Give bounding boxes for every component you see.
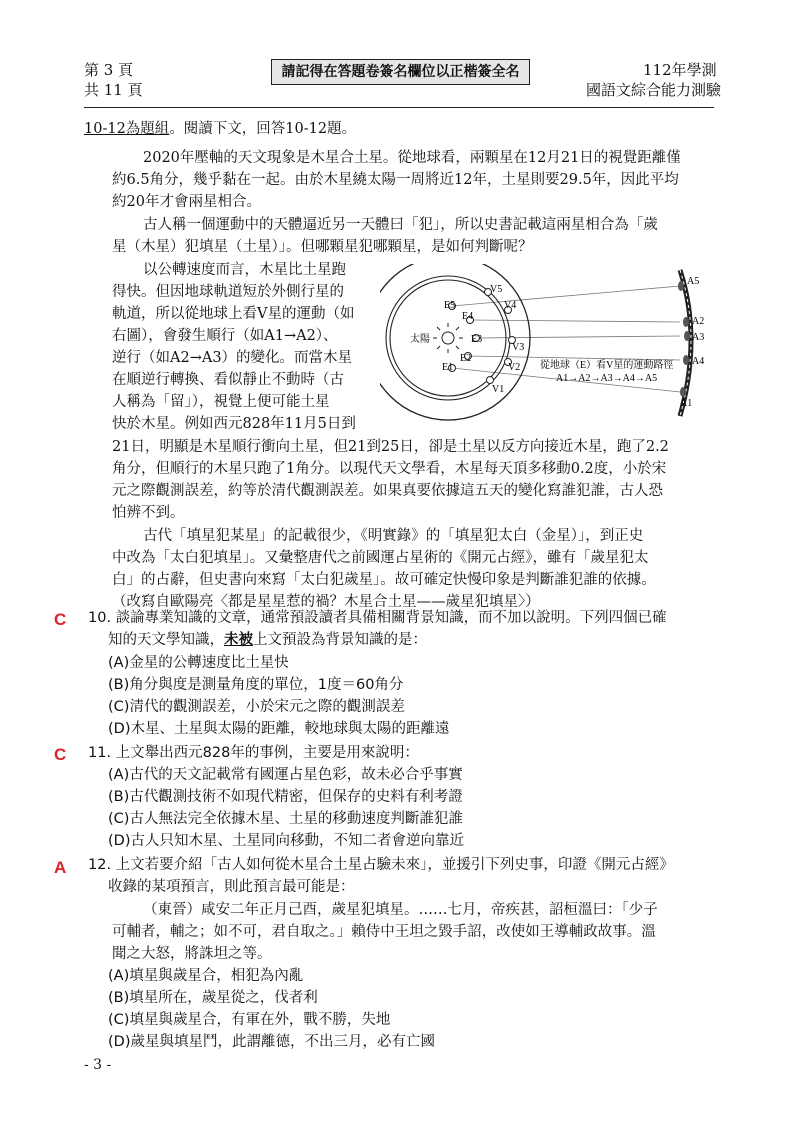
earth-label: E5	[444, 300, 456, 311]
planet-label: V4	[504, 300, 517, 311]
planet-label: V2	[508, 362, 521, 373]
answer-mark: C	[54, 745, 67, 764]
exam-subject: 國語文綜合能力測驗	[586, 81, 722, 99]
option-b[interactable]: (B)角分與度是測量角度的單位，1度＝60角分	[108, 677, 404, 693]
option-d[interactable]: (D)歲星與填星鬥，此謂離德，不出三月，必有亡國	[108, 1034, 435, 1050]
passage-line: 元之際觀測誤差，約等於清代觀測誤差。如果真要依據這五天的變化寫誰犯誰，古人恐	[112, 483, 663, 499]
passage-line: 21日，明顯是木星順行衝向土星，但21到25日，卻是土星以反方向接近木星，跑了2.2	[112, 439, 669, 455]
option-c[interactable]: (C)古人無法完全依據木星、土星的移動速度判斷誰犯誰	[108, 811, 463, 827]
passage-line: 2020年壓軸的天文現象是木星合土星。從地球看，兩顆星在12月21日的視覺距離僅	[143, 150, 681, 166]
earth-label: E4	[462, 311, 474, 322]
sky-label: A3	[692, 332, 705, 343]
passage-line: 角分，但順行的木星只跑了1角分。以現代天文學看，木星每天頂多移動0.2度，小於宋	[112, 461, 667, 477]
answer-mark: A	[54, 858, 67, 877]
passage-line: 約20年才會兩星相合。	[112, 194, 261, 210]
passage-line: 古代「填星犯某星」的記載很少，《明實錄》的「填星犯太白（金星）」，到正史	[143, 528, 644, 544]
page-label: 第 3 頁	[84, 61, 134, 79]
earth-label: E3	[471, 334, 483, 345]
orbit-diagram	[380, 264, 720, 434]
sky-label: A5	[687, 276, 700, 287]
sky-label: A4	[692, 356, 705, 367]
passage-line: 白」的占辭，但史書向來寫「太白犯歲星」。故可確定快慢印象是判斷誰犯誰的依據。	[112, 572, 656, 588]
stem-emphasis: 未被	[224, 632, 253, 648]
passage-line: 逆行（如A2→A3）的變化。而當木星	[112, 350, 353, 366]
option-a[interactable]: (A)古代的天文記載常有國運占星色彩，故未必合乎事實	[108, 767, 463, 783]
option-b[interactable]: (B)填星所在，歲星從之，伐者利	[108, 990, 318, 1006]
option-a[interactable]: (A)金星的公轉速度比土星快	[108, 655, 289, 671]
question-stem: 12. 上文若要介紹「古人如何從木星合土星占驗未來」，並援引下列史事，印證《開元占經》	[88, 857, 674, 873]
passage-source: （改寫自歐陽亮〈都是星星惹的禍？木星合土星——歲星犯填星〉）	[112, 594, 540, 610]
option-d[interactable]: (D)古人只知木星、土星同向移動，不知二者會逆向靠近	[108, 833, 464, 849]
planet-orbit	[380, 264, 530, 420]
answer-mark: C	[54, 610, 67, 629]
passage-line: 人稱為「留」），視覺上便可能土星	[112, 394, 330, 410]
option-d[interactable]: (D)木星、土星與太陽的距離，較地球與太陽的距離遠	[108, 721, 450, 737]
question-stem: 10. 談論專業知識的文章，通常預設讀者具備相關背景知識，而不加以說明。下列四個已確	[88, 610, 667, 626]
page-number: - 3 -	[84, 1057, 112, 1073]
header-rule	[84, 107, 714, 108]
total-pages-label: 共 11 頁	[84, 81, 143, 99]
passage-line: 怕辨不到。	[112, 505, 185, 521]
quoted-passage: 聞之大怒，將誅坦之等。	[112, 946, 272, 962]
earth-label: E1	[442, 362, 454, 373]
sun-label: 太陽	[410, 334, 430, 345]
passage-line: 得快。但因地球軌道短於外側行星的	[112, 284, 344, 300]
passage-line: 右圖），會發生順行（如A1→A2）、	[112, 328, 338, 344]
sun-icon	[433, 323, 463, 353]
passage-line: 古人稱一個運動中的天體逼近另一天體曰「犯」，所以史書記載這兩星相合為「歲	[143, 217, 658, 233]
option-a[interactable]: (A)填星與歲星合，相犯為內亂	[108, 968, 304, 984]
question-stem-line	[108, 630, 427, 650]
passage-line: 星（木星）犯填星（土星）」。但哪顆星犯哪顆星，是如何判斷呢？	[112, 239, 533, 255]
group-label: 10-12為題組	[84, 121, 170, 137]
passage-line: 以公轉速度而言，木星比土星跑	[143, 262, 346, 278]
group-intro	[84, 119, 356, 139]
exam-year: 112年學測	[643, 61, 717, 79]
option-b[interactable]: (B)古代觀測技術不如現代精密，但保存的史料有利考證	[108, 789, 463, 805]
planet-label: V3	[512, 342, 525, 353]
passage-line: 軌道，所以從地球上看V星的運動（如	[112, 306, 355, 322]
stem-text: 知的天文學知識，	[108, 632, 224, 648]
passage-line: 中改為「太白犯填星」。又彙整唐代之前國運占星術的《開元占經》，雖有「歲星犯太	[112, 550, 649, 566]
stem-text: 上文預設為背景知識的是：	[253, 632, 427, 648]
quoted-passage: （東晉）咸安二年正月己酉，歲星犯填星。……七月，帝疾甚，詔桓溫曰：「少子	[143, 902, 658, 918]
passage-line: 約6.5角分，幾乎黏在一起。由於木星繞太陽一周將近12年，土星則要29.5年，因此平均	[112, 172, 679, 188]
diagram-caption-sequence: A1→A2→A3→A4→A5	[556, 373, 658, 384]
sky-label: A2	[692, 316, 705, 327]
signature-notice: 請記得在答題卷簽名欄位以正楷簽全名	[271, 59, 530, 85]
option-c[interactable]: (C)清代的觀測誤差，小於宋元之際的觀測誤差	[108, 699, 405, 715]
planet-label: V1	[492, 384, 505, 395]
passage-line: 快於木星。例如西元828年11月5日到	[112, 416, 356, 432]
earth-label: E2	[460, 353, 472, 364]
passage-line: 在順逆行轉換、看似靜止不動時（古	[112, 372, 344, 388]
question-stem: 11. 上文舉出西元828年的事例，主要是用來說明：	[88, 745, 419, 761]
option-c[interactable]: (C)填星與歲星合，有軍在外，戰不勝，失地	[108, 1012, 391, 1028]
quoted-passage: 可輔者，輔之；如不可，君自取之。」賴侍中王坦之毀手詔，改使如王導輔政故事。溫	[112, 924, 656, 940]
diagram-caption: 從地球（E）看V星的運動路徑	[540, 360, 674, 371]
planet-label: V5	[490, 284, 503, 295]
group-instruction: 。閱讀下文，回答10-12題。	[169, 121, 357, 137]
question-stem-line: 收錄的某項預言，則此預言最可能是：	[108, 879, 355, 895]
sky-label: A1	[680, 398, 693, 409]
